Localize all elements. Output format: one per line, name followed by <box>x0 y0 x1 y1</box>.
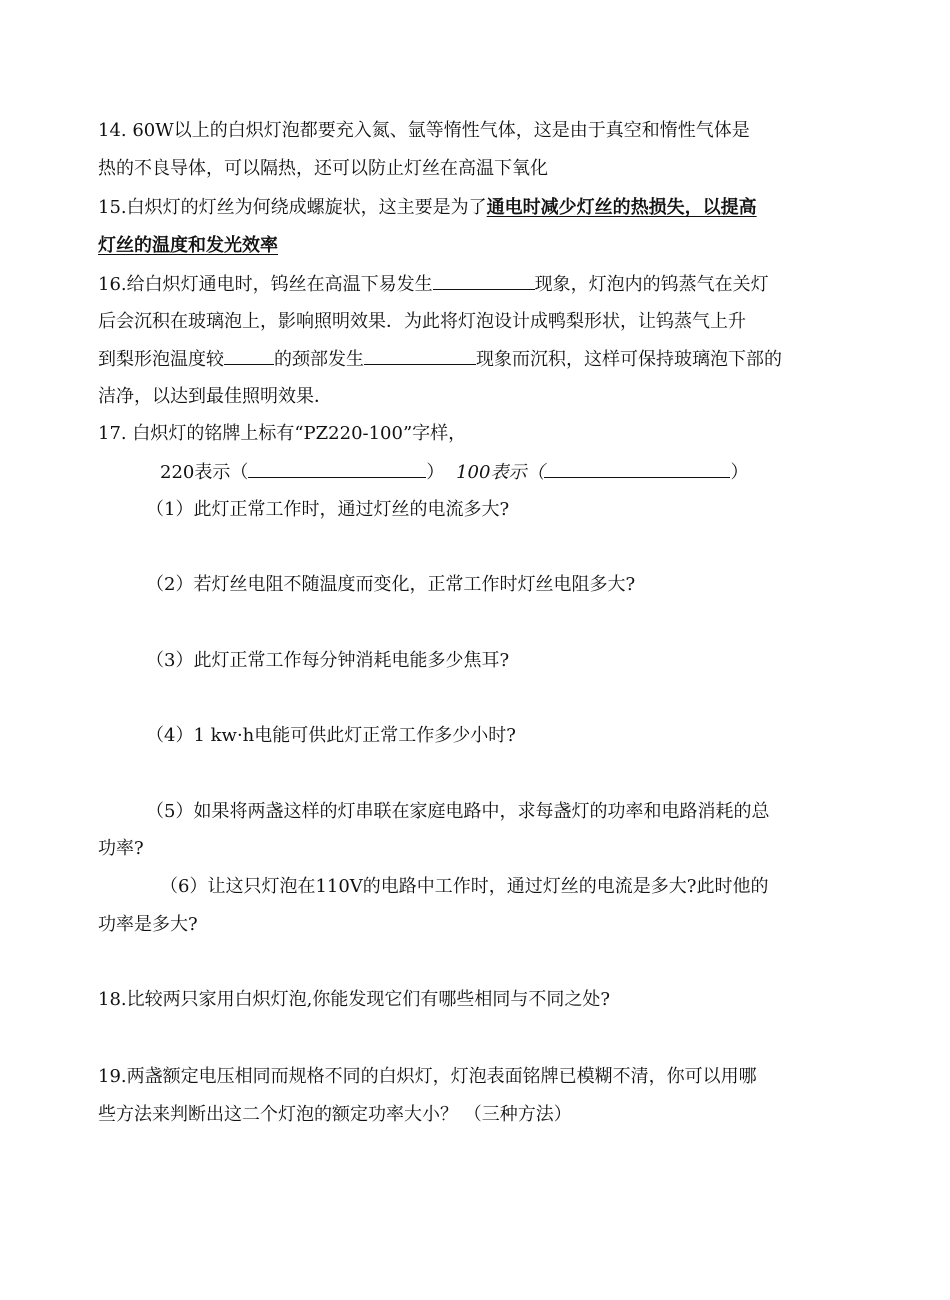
q19-line1: 19.两盏额定电压相同而规格不同的白炽灯，灯泡表面铭牌已模糊不清，你可以用哪 <box>98 1066 757 1087</box>
q16-line4: 洁净，以达到最佳照明效果． <box>98 386 332 407</box>
q16-text-3b: 的颈部发生 <box>274 349 364 370</box>
q16-text-3a: 到梨形泡温度较 <box>98 349 224 370</box>
q17-blank-220[interactable] <box>248 459 426 478</box>
q17-label-220: 220表示（ <box>160 462 249 483</box>
q17-sub5-line2: 功率? <box>98 838 144 859</box>
q16-text-1a: 16.给白炽灯通电时，钨丝在高温下易发生 <box>98 274 433 295</box>
q17-close-220: ） <box>426 462 445 483</box>
q17-sub5-line1: （5）如果将两盏这样的灯串联在家庭电路中，求每盏灯的功率和电路消耗的总 <box>146 801 770 822</box>
q17-close-100: ） <box>730 462 749 483</box>
q15-answer-part2: 灯丝的温度和发光效率 <box>98 235 278 256</box>
q16-text-1b: 现象，灯泡内的钨蒸气在关灯 <box>534 274 769 295</box>
q16-line3 <box>98 346 782 372</box>
q17-title: 17. 白炽灯的铭牌上标有“PZ220-100”字样， <box>98 423 467 444</box>
q17-sub4: （4）1 kw·h电能可供此灯正常工作多少小时? <box>146 725 516 746</box>
q19-line2: 些方法来判断出这二个灯泡的额定功率大小？ （三种方法） <box>98 1104 572 1125</box>
q17-nameplate-line <box>160 459 748 485</box>
q15-prefix: 15.白炽灯的灯丝为何绕成螺旋状，这主要是为了 <box>98 197 487 218</box>
q17-sub3: （3）此灯正常工作每分钟消耗电能多少焦耳? <box>146 650 510 671</box>
q14-line2: 热的不良导体，可以隔热，还可以防止灯丝在高温下氧化 <box>98 158 548 179</box>
q16-text-3c: 现象而沉积，这样可保持玻璃泡下部的 <box>476 349 782 370</box>
q17-sub6-line1: （6）让这只灯泡在110V的电路中工作时，通过灯丝的电流是多大?此时他的 <box>160 876 769 897</box>
q16-blank-1[interactable] <box>433 271 535 290</box>
q17-sub2: （2）若灯丝电阻不随温度而变化，正常工作时灯丝电阻多大? <box>146 574 636 595</box>
q17-sub6-line2: 功率是多大? <box>98 914 198 935</box>
q15-line1 <box>98 195 757 221</box>
q17-label-100: 100表示（ <box>456 462 545 483</box>
q17-sub1: （1）此灯正常工作时，通过灯丝的电流多大? <box>146 499 510 520</box>
q16-blank-2[interactable] <box>224 346 274 365</box>
q16-blank-3[interactable] <box>364 346 476 365</box>
q16-line2: 后会沉积在玻璃泡上，影响照明效果．为此将灯泡设计成鸭梨形状，让钨蒸气上升 <box>98 311 746 332</box>
q15-answer-part1: 通电时减少灯丝的热损失，以提高 <box>486 197 757 218</box>
q18-text: 18.比较两只家用白炽灯泡,你能发现它们有哪些相同与不同之处? <box>98 989 610 1010</box>
q17-blank-100[interactable] <box>544 459 730 478</box>
q15-line2 <box>98 233 278 259</box>
q14-line1: 14. 60W以上的白炽灯泡都要充入氮、氩等惰性气体，这是由于真空和惰性气体是 <box>98 120 750 141</box>
q16-line1 <box>98 271 769 297</box>
